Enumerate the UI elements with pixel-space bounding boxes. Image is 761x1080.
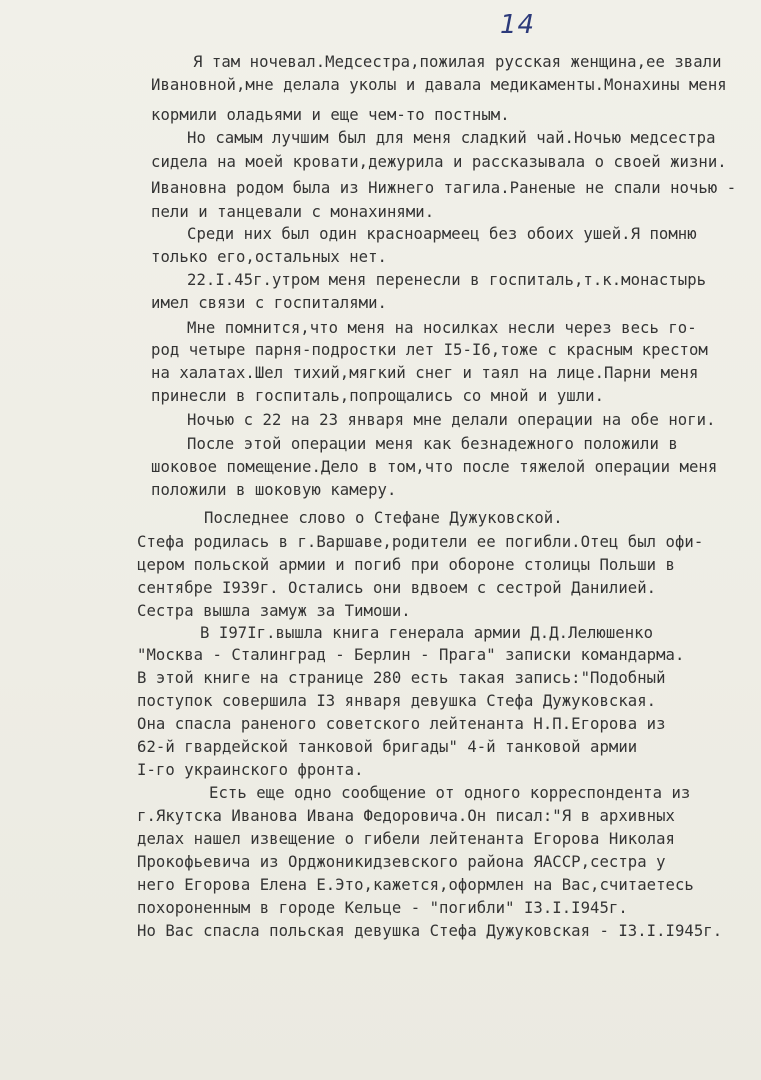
text-line: I-го украинского фронта. [137, 761, 364, 779]
text-line: Ночью с 22 на 23 января мне делали операции на обе ноги. [187, 411, 716, 429]
text-line: имел связи с госпиталями. [151, 294, 387, 312]
text-line: Но Вас спасла польская девушка Стефа Дужуковская - I3.I.I945г. [137, 922, 723, 940]
section-heading: Последнее слово о Стефане Дужуковской. [204, 509, 563, 527]
text-line: Сестра вышла замуж за Тимоши. [137, 602, 411, 620]
text-line: 22.I.45г.утром меня перенесли в госпиталь,т.к.монастырь [187, 271, 707, 289]
text-line: Она спасла раненого советского лейтенанта Н.П.Егорова из [137, 715, 666, 733]
text-line: пели и танцевали с монахинями. [151, 203, 435, 221]
text-line: Я там ночевал.Медсестра,пожилая русская женщина,ее звали [193, 53, 722, 71]
text-line: Есть еще одно сообщение от одного корреспондента из [209, 784, 691, 802]
text-line: сентябре I939г. Остались они вдвоем с сестрой Данилией. [137, 579, 657, 597]
text-line: поступок совершила I3 января девушка Стефа Дужуковская. [137, 692, 657, 710]
text-line: Стефа родилась в г.Варшаве,родители ее погибли.Отец был офи- [137, 533, 704, 551]
text-line: цером польской армии и погиб при обороне столицы Польши в [137, 556, 675, 574]
text-line: шоковое помещение.Дело в том,что после тяжелой операции меня [151, 458, 718, 476]
text-line: Но самым лучшим был для меня сладкий чай.Ночью медсестра [187, 129, 716, 147]
text-line: Ивановной,мне делала уколы и давала медикаменты.Монахины меня [151, 76, 727, 94]
text-line: Ивановна родом была из Нижнего тагила.Раненые не спали ночью - [151, 179, 737, 197]
text-line: положили в шоковую камеру. [151, 481, 397, 499]
text-line: 62-й гвардейской танковой бригады" 4-й танковой армии [137, 738, 638, 756]
text-line: В I97Iг.вышла книга генерала армии Д.Д.Лелюшенко [200, 624, 654, 642]
text-line: Среди них был один красноармеец без обоих ушей.Я помню [187, 225, 697, 243]
text-line: делах нашел извещение о гибели лейтенанта Егорова Николая [137, 830, 675, 848]
text-line: принесли в госпиталь,попрощались со мной и ушли. [151, 387, 605, 405]
text-line: г.Якутска Иванова Ивана Федоровича.Он писал:"Я в архивных [137, 807, 675, 825]
text-line: на халатах.Шел тихий,мягкий снег и таял на лице.Парни меня [151, 364, 699, 382]
text-line: сидела на моей кровати,дежурила и рассказывала о своей жизни. [151, 153, 727, 171]
text-line: "Москва - Сталинград - Берлин - Прага" записки командарма. [137, 646, 685, 664]
text-line: В этой книге на странице 280 есть такая запись:"Подобный [137, 669, 666, 687]
text-line: него Егорова Елена Е.Это,кажется,оформлен на Вас,считаетесь [137, 876, 694, 894]
text-line: похороненным в городе Кельце - "погибли" I3.I.I945г. [137, 899, 628, 917]
text-line: Прокофьевича из Орджоникидзевского района ЯАССР,сестра у [137, 853, 666, 871]
text-line: После этой операции меня как безнадежного положили в [187, 435, 678, 453]
text-line: Мне помнится,что меня на носилках несли через весь го- [187, 319, 697, 337]
text-line: род четыре парня-подростки лет I5-I6,тоже с красным крестом [151, 341, 708, 359]
text-line: только его,остальных нет. [151, 248, 387, 266]
page-number: 14 [500, 10, 536, 40]
text-line: кормили оладьями и еще чем-то постным. [151, 106, 510, 124]
